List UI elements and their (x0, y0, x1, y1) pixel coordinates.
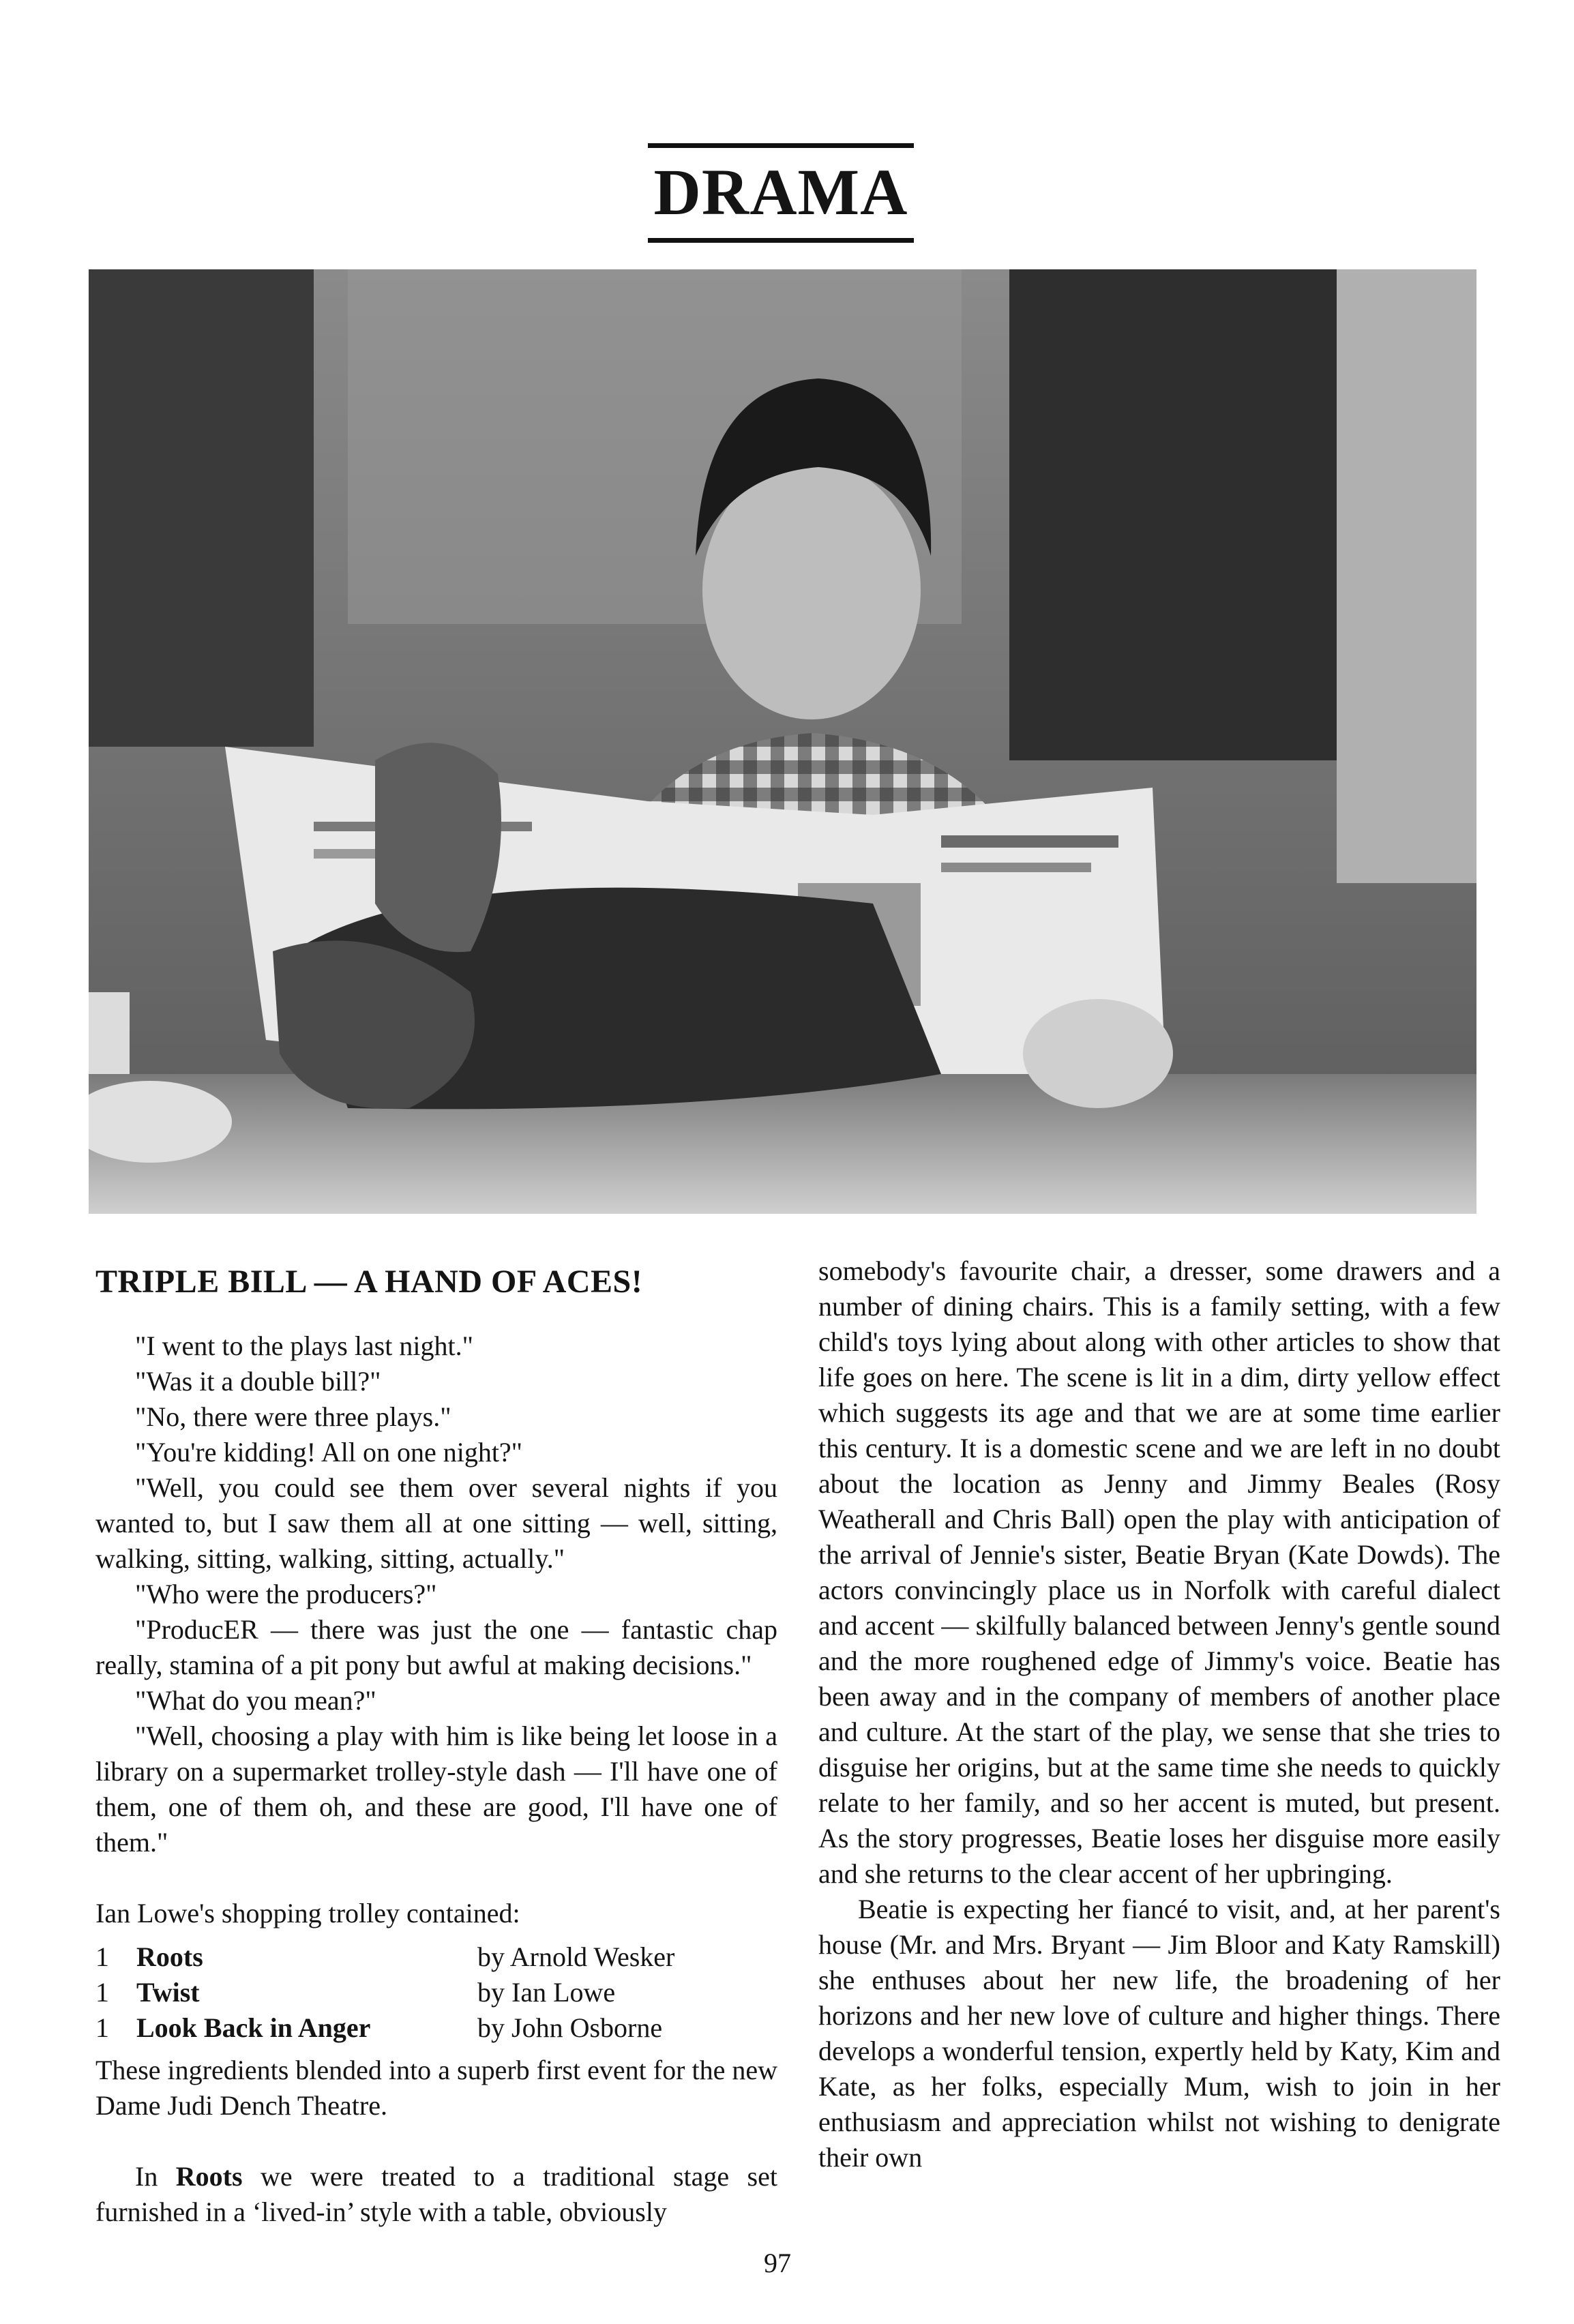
page-title: DRAMA (653, 155, 908, 228)
dialogue-line: "No, there were three plays." (135, 1401, 451, 1432)
dialogue-line: "I went to the plays last night." (135, 1330, 473, 1361)
play-number: 1 (95, 2012, 109, 2043)
dialogue-line: "What do you mean?" (135, 1685, 376, 1716)
play-title: Look Back in Anger (136, 2012, 371, 2043)
play-author: by John Osborne (477, 2012, 663, 2043)
play-title: Roots (136, 1941, 203, 1972)
roots-paragraph (95, 2159, 777, 2230)
article-photo (89, 269, 1476, 1214)
article-title: TRIPLE BILL — A HAND OF ACES! (95, 1264, 643, 1300)
play-number: 1 (95, 1977, 109, 2008)
body-paragraph: somebody's favourite chair, a dresser, some drawers and a number of dining chairs. This is a family setting, with a few child's toys lying about along with other articles to show that life goes on here. The scene is lit in a dim, dirty yellow effect which suggests its age and that we are at some time earlier this century. It is a domestic scene and we are left in no doubt about the location as Jenny and Jimmy Beales (Rosy Weatherall and Chris Ball) open the play with anticipation of the arrival of Jennie's sister, Beatie Bryan (Kate Dowds). The actors convincingly place us in Norfolk with careful dialect and accent — skilfully balanced between Jenny's gentle sound and the more roughened edge of Jimmy's voice. Beatie has been away and in the company of members of another place and culture. At the start of the play, we sense that she tries to disguise her origins, but at the same time she needs to quickly relate to her family, and so her accent is muted, but present. As the story progresses, Beatie loses her disguise more easily and she returns to the clear accent of her upbringing. (818, 1255, 1500, 1889)
roots-bold: Roots (175, 2161, 243, 2192)
page-number: 97 (764, 2248, 791, 2278)
roots-pre: In (135, 2161, 176, 2192)
play-author: by Ian Lowe (477, 1977, 616, 2008)
play-number: 1 (95, 1941, 109, 1972)
dialogue-line: "Well, you could see them over several nights if you wanted to, but I saw them all at one sitting — well, sitting, walking, sitting, walking, sitting, actually." (95, 1472, 777, 1574)
list-intro: Ian Lowe's shopping trolley contained: (95, 1898, 520, 1928)
after-list-paragraph: These ingredients blended into a superb first event for the new Dame Judi Dench Theatre. (95, 2055, 777, 2121)
dialogue-line: "Was it a double bill?" (135, 1366, 381, 1397)
play-title: Twist (136, 1977, 200, 2008)
body-paragraph: Beatie is expecting her fiancé to visit, and, at her parent's house (Mr. and Mrs. Bryant — Jim Bloor and Katy Ramskill) she enthuses about her new life, the broadening of her horizons and her new love of culture and higher things. There develops a wonderful tension, expertly held by Katy, Kim and Kate, as her folks, especially Mum, wish to join in her enthusiasm and appreciation whilst not wishing to denigrate their own (818, 1894, 1500, 2173)
roots-post: we were treated to a traditional stage set furnished in a ‘lived-in’ style with a table, obviously (95, 2161, 777, 2227)
play-row (95, 1939, 674, 1975)
dialogue-line: "Who were the producers?" (135, 1579, 437, 1609)
plays-list (95, 1939, 674, 2046)
play-row (95, 2010, 674, 2046)
dialogue-line: "You're kidding! All on one night?" (135, 1437, 523, 1468)
play-author: by Arnold Wesker (477, 1941, 675, 1972)
section-header (648, 143, 914, 243)
photo-illustration (89, 269, 1476, 1214)
play-row (95, 1975, 674, 2010)
left-column (95, 1262, 777, 2230)
dialogue-block (95, 1328, 777, 1860)
right-column (818, 1253, 1500, 2175)
dialogue-line: "ProducER — there was just the one — fantastic chap really, stamina of a pit pony but awful at making decisions." (95, 1614, 777, 1680)
dialogue-line: "Well, choosing a play with him is like being let loose in a library on a supermarket trolley-style dash — I'll have one of them, one of them oh, and these are good, I'll have one of them." (95, 1720, 777, 1858)
